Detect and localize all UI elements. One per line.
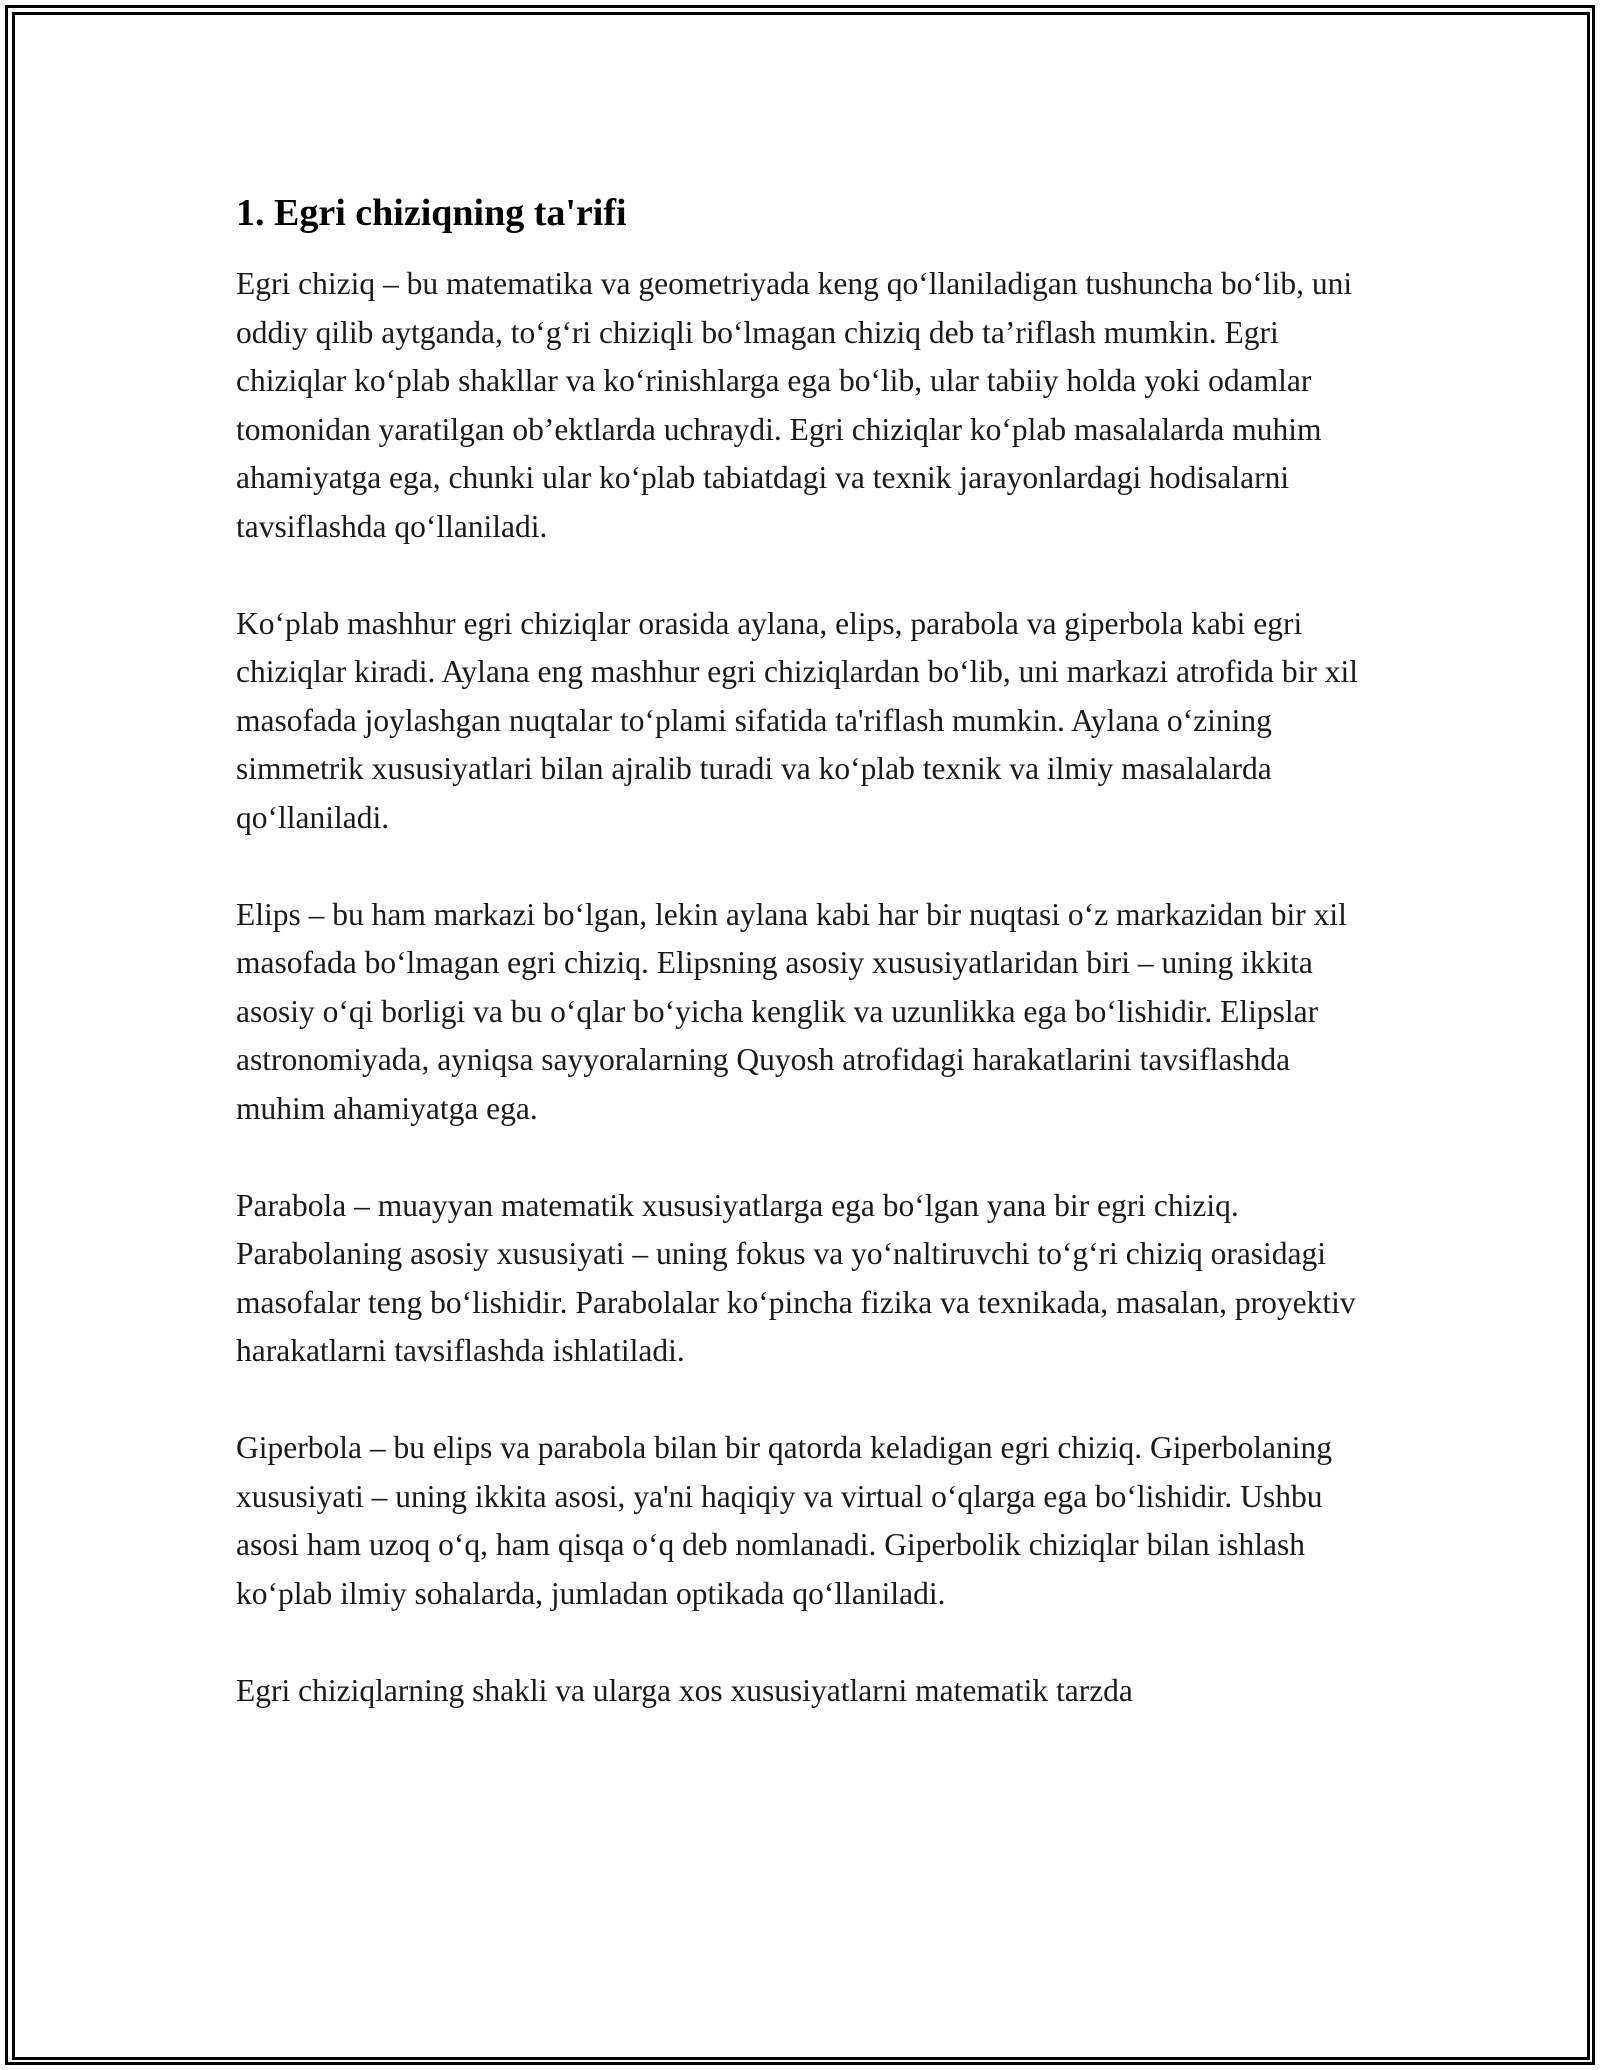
paragraph-hyperbola: Giperbola – bu elips va parabola bilan bir qatorda keladigan egri chiziq. Giperbolaning xususiyati – uning ikkita asosi, ya'ni haqiqiy va virtual o‘qlarga ega bo‘lishidir. Ushbu asosi ham uzoq o‘q, ham qisqa o‘q deb nomlanadi. Giperbolik chiziqlar bilan ishlash ko‘plab ilmiy sohalarda, jumladan optikada qo‘llaniladi. bbox=[236, 1430, 1333, 1611]
paragraph-parabola: Parabola – muayyan matematik xususiyatlarga ega bo‘lgan yana bir egri chiziq. Parabolaning asosiy xususiyati – uning fokus va yo‘naltiruvchi to‘g‘ri chiziq orasidagi masofalar teng bo‘lishidir. Parabolalar ko‘pincha fizika va texnikada, masalan, proyektiv harakatlarni tavsiflashda ishlatiladi. bbox=[236, 1187, 1356, 1368]
paragraph-ellipse: Elips – bu ham markazi bo‘lgan, lekin aylana kabi har bir nuqtasi o‘z markazidan bir xil masofada bo‘lmagan egri chiziq. Elipsning asosiy xususiyatlaridan biri – uning ikkita asosiy o‘qi borligi va bu o‘qlar bo‘yicha kenglik va uzunlikka ega bo‘lishidir. Elipslar astronomiyada, ayniqsa sayyoralarning Quyosh atrofidagi harakatlarini tavsiflashda muhim ahamiyatga ega. bbox=[236, 896, 1347, 1126]
paragraph-curve-definition: Egri chiziq – bu matematika va geometriyada keng qo‘llaniladigan tushuncha bo‘lib, uni oddiy qilib aytganda, to‘g‘ri chiziqli bo‘lmagan chiziq deb ta’riflash mumkin. Egri chiziqlar ko‘plab shakllar va ko‘rinishlarga ega bo‘lib, ular tabiiy holda yoki odamlar tomonidan yaratilgan ob’ektlarda uchraydi. Egri chiziqlar ko‘plab masalalarda muhim ahamiyatga ega, chunki ular ko‘plab tabiatdagi va texnik jarayonlardagi hodisalarni tavsiflashda qo‘llaniladi. bbox=[236, 266, 1353, 544]
paragraph-curve-shapes: Egri chiziqlarning shakli va ularga xos xususiyatlarni matematik tarzda bbox=[236, 1672, 1133, 1708]
paragraph-circle: Ko‘plab mashhur egri chiziqlar orasida aylana, elips, parabola va giperbola kabi egri chiziqlar kiradi. Aylana eng mashhur egri chiziqlardan bo‘lib, uni markazi atrofida bir xil masofada joylashgan nuqtalar to‘plami sifatida ta'riflash mumkin. Aylana o‘zining simmetrik xususiyatlari bilan ajralib turadi va ko‘plab texnik va ilmiy masalalarda qo‘llaniladi. bbox=[236, 605, 1358, 835]
section-heading: 1. Egri chiziqning ta'rifi bbox=[236, 192, 627, 234]
document-body bbox=[236, 188, 1366, 1764]
